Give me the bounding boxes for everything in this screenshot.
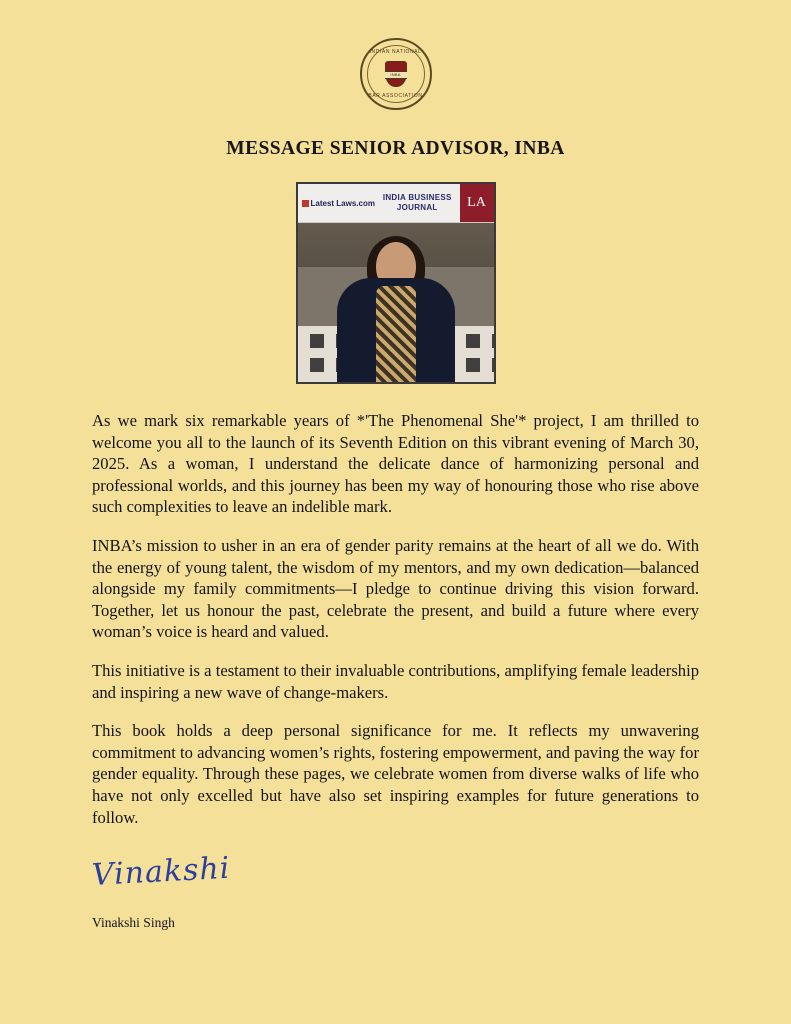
handwritten-signature: Vinakshi — [91, 850, 232, 894]
paragraph-2: INBA’s mission to usher in an era of gender parity remains at the heart of all we do. With the energy of young talent, the wisdom of my mentors, and my own dedication—balanced alongside my family commitments—I pledge to continue driving this vision forward. Together, let us honour the past, celebrate the present, and build a future where every woman’s voice is heard and valued. — [92, 535, 699, 642]
photo-banner-left-logo — [298, 199, 375, 208]
signature-block — [92, 828, 699, 931]
portrait-container — [92, 182, 699, 384]
inba-logo-icon — [360, 38, 432, 110]
portrait-photo — [296, 182, 496, 384]
logo-arc-top-text: INDIAN NATIONAL — [369, 49, 422, 55]
photo-subject-scarf — [376, 286, 416, 382]
signatory-name: Vinakshi Singh — [92, 915, 175, 931]
paragraph-1: As we mark six remarkable years of *'The Phenomenal She'* project, I am thrilled to welcome you all to the launch of its Seventh Edition on this vibrant evening of March 30, 2025. As a woman, I understand the delicate dance of harmonizing personal and professional worlds, and this journey has been my way of honouring those who rise above such complexities to leave an indelible mark. — [92, 411, 699, 517]
logo-crest-shield — [385, 61, 407, 87]
logo-container — [92, 0, 699, 110]
photo-banner-center-text: INDIA BUSINESS JOURNAL — [382, 193, 452, 212]
photo-banner-right-text: LA — [460, 184, 494, 222]
logo-arc-bottom-text: BAR ASSOCIATION — [368, 93, 423, 99]
photo-banner-left-text: Latest Laws.com — [310, 198, 375, 208]
photo-backdrop-banner — [298, 184, 494, 223]
latestlaws-square-icon — [302, 200, 309, 207]
logo-crest-label: INBA — [385, 71, 407, 79]
paragraph-3: This initiative is a testament to their invaluable contributions, amplifying female leadership and inspiring a new wave of change-makers. — [92, 660, 699, 702]
message-body — [92, 410, 699, 828]
paragraph-4: This book holds a deep personal significance for me. It reflects my unwavering commitment to advancing women’s rights, fostering empowerment, and paving the way for gender equality. Through these pages, we celebrate women from diverse walks of life who have not only excelled but have also set inspiring examples for future generations to follow. — [92, 721, 699, 827]
page-title: MESSAGE SENIOR ADVISOR, INBA — [226, 138, 565, 159]
photo-subject — [337, 242, 455, 382]
